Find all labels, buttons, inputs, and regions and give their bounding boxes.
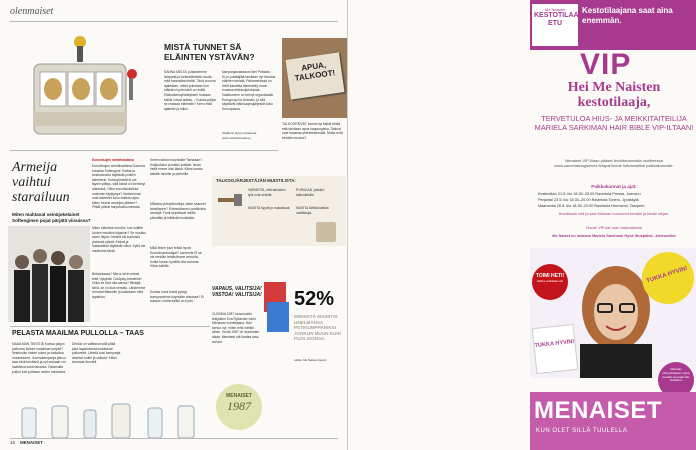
paikka-3: Maanantai 26.5. klo 18.30–20.00 Ravintola Hermanni, Tampere [538, 204, 645, 208]
book-sub-text: Marielan Hiuuviinkkeen myös kevään ja kesän Me Naisilleni [662, 367, 690, 383]
footer-rule [10, 438, 338, 439]
brand-tagline: KUN OLET SILLÄ TUULELLA [536, 428, 628, 434]
page-number [10, 440, 43, 445]
pelasta-body: MAAILMAN TEKSTIÄ Kuinka paljon pullovesi kulkee maailman ympäri? Vesihuolto hakee tukea ja vaikuttaa muutokseen. Juomakampanja jatkuu taas tänä keväänä ja nyt mukaan voi osallistua kuka tahansa. Ostamalla pullon tuet puhtaan veden hankkeita. [12, 342, 66, 374]
eti-tagline: Kestotilaajana saat aina enemmän. [582, 6, 673, 25]
tukka-book [532, 324, 579, 374]
talkoot-sign [285, 52, 344, 99]
header-rule [10, 21, 338, 22]
paikat-title: Paikkakunnat ja ajat: [591, 184, 637, 189]
subhead: TERVETULOA HIUS- JA MEIKKITAITEILIJA MARIELA SARKIMAN HAIR BIBLE VIP-ILTAAN! [534, 114, 694, 132]
bottles-image [12, 402, 212, 440]
vip-heading: VIP [580, 48, 632, 81]
sign-text: Me Naiset on mukana Mariela Sarkiman Hyvä Hiuspäivä –kiertueella! [552, 234, 676, 238]
apua-label: APUA, TALKOOT! [294, 60, 336, 83]
qa-col2c: Mikä tekee juuri teistä hyvät Euroviisuedustajat? Lareemle Ei se ole meidän tehtävämme arvioida, mutta tuntuu hyvältä olla mukana. Kiitos kaikille. [150, 246, 202, 269]
talkoot-caption: TALKOOPÄIVÄT tuovat nyt kaikki tietää että tarvitaan apua kaupungissa. Talkoot ovat hauskaa yhteistekemistä. Mutta entä kevään muutos? [282, 122, 343, 140]
eti-logo-box [532, 4, 593, 46]
muistilista-item-1: VARMISTA, että talkoiden työt ovat selvillä. [248, 188, 286, 197]
toimi-badge[interactable] [532, 264, 568, 300]
pelasta-rule [10, 326, 210, 327]
paikka-2: Perjantai 23.5. klo 18.30–20.00 Ravintola Tonero, Jyväskylä [538, 198, 639, 202]
sarjapainos: Vaalikone löytyy osoitteesta www.voteforanimals.eu [222, 131, 257, 140]
section-header: olenmaiset [10, 6, 54, 17]
menaiset-1987-stamp [216, 384, 262, 430]
muistilista-item-4: MUISTA kiittää kaikkia osallistujia. [296, 206, 329, 215]
band-members-image [8, 226, 90, 322]
mista-body-2: kampanjavastaava Nimi Pekkala. EU:n päättäjiltä tarvitaan nyt ilmoitus eläinten edestä. Parlamentissa on vielä kaudella äänestetty muun muassa eläinkuljetuksista. Vaalikoneen on tehnyt organisaatio Eurogroup for Animals, ja sitä käyttävät eläinsuojelujärjestöt koko Euroopassa. [222, 70, 276, 111]
intro-text: Menaiset VIP-illaan pääset ilmoittautumalla osoitteessa www.sanomamagazines.fi/tapahtumat haluamallesi paikkakunnalle. [554, 158, 674, 169]
pct-source: Lähde: Me Naisten kysely. [294, 358, 327, 362]
stamp-year: 1987 [227, 399, 251, 413]
brand-logo: MENAISET [534, 397, 663, 424]
muistilista-title: TALKOOJÄRJESTÄJÄN MUISTILISTA: [216, 178, 296, 183]
slot-machine-icon [24, 32, 144, 142]
toimi-sub: Valitse paikkakunta! [536, 279, 564, 283]
paikka-1: Keskiviikko 21.5. klo 18.30–20.00 Ravintola Pressa, Joensuu [538, 192, 641, 196]
eti-logo: KESTOTILAAJAN ETU [534, 12, 593, 27]
armeija-sub: Miten mahtavat seinäjokelaiset Softenginen pojat pärjätä viisuissa? [12, 212, 91, 223]
headline: Hei Me Naisten kestotilaaja, [567, 80, 661, 110]
talkoot-photo [282, 38, 348, 118]
note-text: Ilmoittaudu heti ja saat Mariaan huuvinnoi kevään ja kesän lahjan. [558, 212, 670, 216]
cover-2 [267, 302, 289, 332]
tools-icon [216, 188, 246, 214]
tukka-title: TUKKA HYVIN! [534, 338, 575, 350]
qa-col2b: Millaisia yhteydenottoja olette saaneet faneiltanne? Enimmäkseen positiivisia viestejä. Fanit kirjoittavat meille päivittäin ja kiittävät musiikista. [150, 202, 206, 220]
qa-col1: Euroviisujen semifinaalissa Suomea edustaa Softengine. Keikat ja studiosessiot täyttävät poikien kalenterin. Kotisopimistä ei ole täysin yllätys, sillä bändi on kiertänyt ahkerasti. Oliko euroviisukeikka unelmien täyttymys? Vanhemmat ovat tukeneet koko matkan ajan. Miten treenit armeijan jälkeen? Pitkät päivät harjoitushuoneessa. [92, 164, 146, 210]
slot-machine-illustration [24, 32, 144, 142]
pelasta-body-2: Drinkki on valittanut sillä pitkä jaka tapauksessa kuluttavat pullovettä. Lähetä uusi kampanja-aineisto kotiin ja vaikuta. Kiitos Amanda Sundell. [72, 342, 122, 365]
muistilista-item-2: PURUKAN 'palkkio' talkoolaisille. [296, 188, 325, 197]
qa-col2: Kenen tahdon toivoisitte Tanskaan? Kotijoukkue ja kaikki ystävät. Ilman heitä emme olisi tässä. Kiitos tuesta kaikille faneille ja perheille. [150, 158, 203, 176]
qa-col2d: Kuinka moni teistä pystyy kumppaniinne käymään viisuissa? Ei kukaan, mutta kaikki on hyvin. [150, 290, 204, 304]
qa-col1b: Miten elämäne muuttui, kun voititte Uuden musiikin kilpailun? Se muuttui aivan täysin. Meistä tuli kuuluisia yhdessä yössä. Keikat ja haastattelut täyttävät viikot. Kyllä me nautimme tästä. [92, 226, 146, 253]
eti-bar [530, 0, 696, 50]
muistilista-box [212, 176, 346, 246]
mista-title: MISTÄ TUNNET SÄ ELÄINTEN YSTÄVÄN? [164, 42, 255, 62]
bottle-icons [12, 402, 212, 440]
armeija-title: Armeija vaihtui starailuun [12, 160, 70, 205]
mista-body: SANNA MELTA, julkaisemme lampaita ja turkiseläimistä osoita, mitä kannattaa tietää. Tänä vuonna ajatellaan, mistä puhutaan kun eläinten hyvinvointi on esillä. Eläinoikeusyhdistyksen mukaan kaikki voivat auttaa. – Kuinka paljon se maksaa eläimelle? Kerro mitä ajattelet ja miksi. [164, 70, 217, 111]
cover-stack [264, 282, 290, 338]
page-number-value: 16 [10, 440, 15, 445]
qa-col1-question: Euroviisujen semifinaalissa [92, 158, 134, 162]
vapaus-body: VUONNA 1987 hiusmuodin tekijöiden Eva Rydander toimi Menaisen toimittajana. Hän kertoo nyt, miten lehti nähtiin silloin. Kevät 1987 oli muutosten aikaa. Menaiset otti kantaa tasa-arvoon. [212, 312, 260, 344]
mid-rule [10, 150, 278, 151]
stamp-logo: MENAISET [226, 393, 252, 399]
band-photo [8, 226, 90, 322]
qa-col1c: Britanniassa? Mirror-lehti vertasi teitä 'nykyisiin Coldplay-bändeihin'. Onko se kiva olla sanoa? Mikäpä siinä, se on kiva vertailu. Lähdemme rennosti liikkeelle ja katsotaan mitä tapahtuu. [92, 272, 146, 299]
welcome-text: Huom! VIP-ilat ovat maksuttomia! [585, 226, 643, 230]
mop-icon [316, 222, 336, 242]
logo-bar [530, 392, 696, 450]
muistilista-item-3: MUISTA kyydit ja ruokatauot. [248, 206, 291, 210]
footer-brand: MENAISET [20, 440, 43, 445]
tukka-banner-text: TUKKA HYVIN! [645, 265, 689, 285]
pct-stat: 52% [294, 288, 335, 310]
toimi-text: TOIMI HETI! [535, 273, 565, 279]
eti-top: Me Naisten [544, 7, 566, 12]
pct-text: MIEHISTÄ MAINITSI UNELMANSA PETIKUMPPANIKSI JONKUN MUUN KUIN PUOLISONSA. [294, 314, 341, 342]
vapaus-title: VAPAUS, VALITSIJA! VIISTOA! VALITSIJA! [212, 286, 262, 298]
right-page [348, 0, 696, 450]
pelasta-title: PELASTA MAAILMA PULLOLLA – TAAS [12, 330, 144, 337]
